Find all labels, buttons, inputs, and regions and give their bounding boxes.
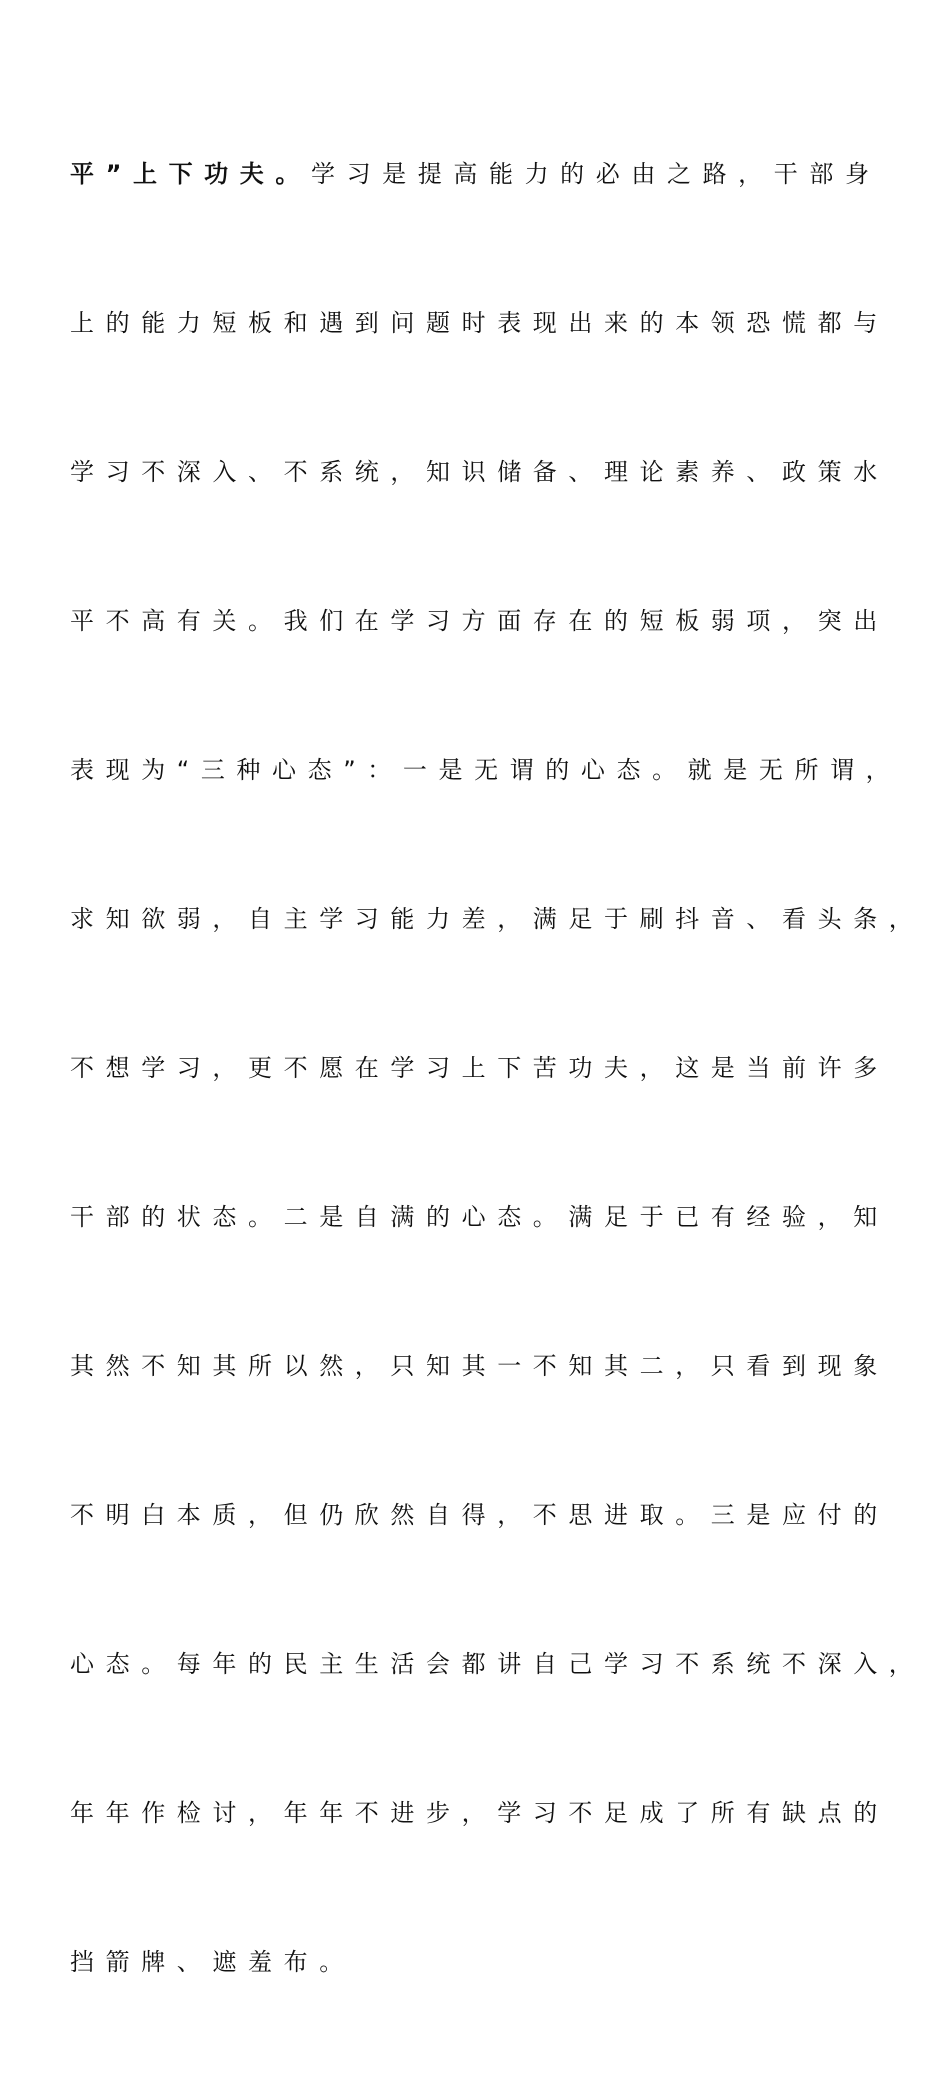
bold-phrase: 平”上下功夫。: [70, 160, 311, 188]
body-text: [70, 92, 925, 2085]
text-line-2: 上的能力短板和遇到问题时表现出来的本领恐慌都与: [70, 309, 889, 337]
text-line-7: 不想学习，更不愿在学习上下苦功夫，这是当前许多: [70, 1054, 889, 1082]
text-line-9: 其然不知其所以然，只知其一不知其二，只看到现象: [70, 1352, 889, 1380]
text-line-4: 平不高有关。我们在学习方面存在的短板弱项，突出: [70, 607, 889, 635]
text-line-13: 挡箭牌、遮羞布。: [70, 1948, 355, 1976]
text-line-3: 学习不深入、不系统，知识储备、理论素养、政策水: [70, 458, 889, 486]
text-line-11: 心态。每年的民主生活会都讲自己学习不系统不深入，: [70, 1650, 925, 1678]
text-line-12: 年年作检讨，年年不进步，学习不足成了所有缺点的: [70, 1799, 889, 1827]
text-line-1: [70, 148, 920, 241]
text-line-8: 干部的状态。二是自满的心态。满足于已有经验，知: [70, 1203, 889, 1231]
line-text: 学习是提高能力的必由之路，干部身: [310, 160, 881, 188]
text-line-6: 求知欲弱，自主学习能力差，满足于刷抖音、看头条，: [70, 905, 925, 933]
text-line-10: 不明白本质，但仍欣然自得，不思进取。三是应付的: [70, 1501, 889, 1529]
text-line-5: 表现为“三种心态”：一是无谓的心态。就是无所谓，: [70, 756, 902, 784]
